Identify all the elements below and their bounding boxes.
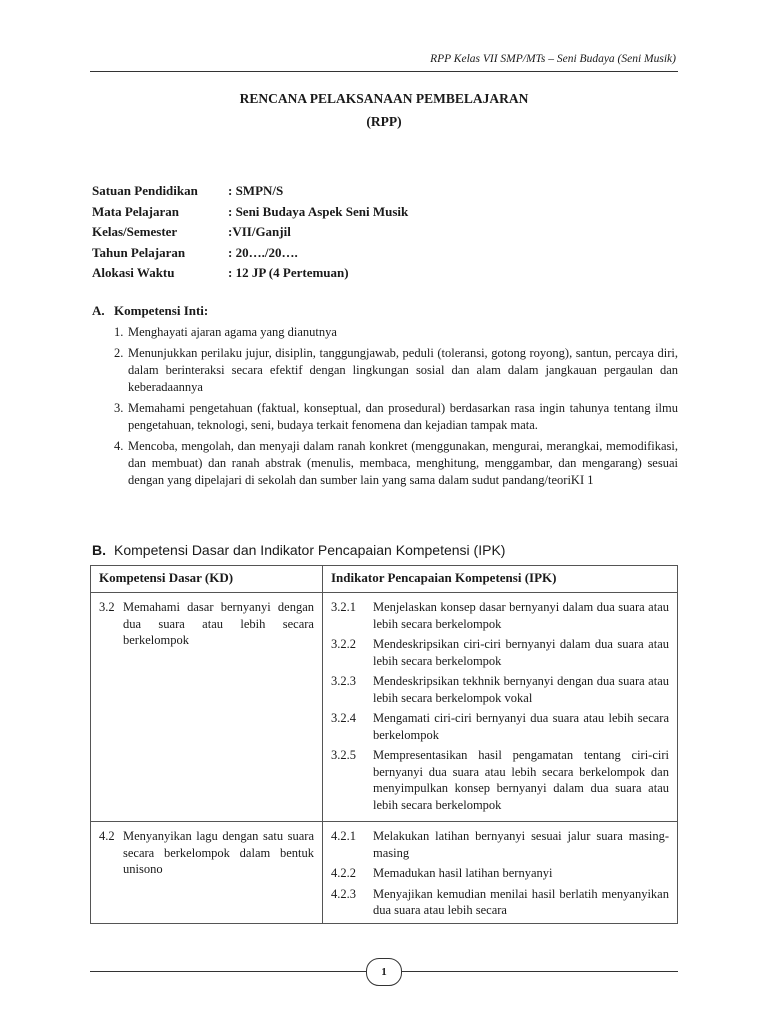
item-number: 2. <box>114 346 124 360</box>
section-title: Kompetensi Inti: <box>114 303 209 318</box>
ipk-text: Melakukan latihan bernyanyi sesuai jalur suara masing-masing <box>373 829 669 860</box>
identity-row <box>92 202 408 223</box>
ipk-text: Menyajikan kemudian menilai hasil berlatih menyanyikan dua suara atau lebih secara <box>373 886 669 917</box>
document-subtitle: (RPP) <box>366 114 402 129</box>
ipk-item <box>331 865 669 882</box>
ipk-number: 3.2.1 <box>331 600 356 614</box>
section-letter: B. <box>92 542 106 558</box>
identity-label: Kelas/Semester <box>92 224 178 239</box>
ipk-number: 3.2.4 <box>331 711 356 725</box>
identity-value: : Seni Budaya Aspek Seni Musik <box>228 203 409 219</box>
ipk-text: Mengamati ciri-ciri bernyanyi dua suara atau lebih secara berkelompok <box>373 711 669 742</box>
kd-number: 3.2 <box>99 600 115 614</box>
kd-ipk-table <box>90 565 678 924</box>
list-item <box>92 400 678 434</box>
ipk-number: 3.2.3 <box>331 674 356 688</box>
table-row <box>91 822 678 924</box>
item-text: Menghayati ajaran agama yang dianutnya <box>128 325 337 339</box>
section-kompetensi-dasar <box>92 542 678 558</box>
item-number: 4. <box>114 439 124 453</box>
ipk-number: 4.2.2 <box>331 866 356 880</box>
ipk-cell <box>323 593 678 822</box>
item-number: 1. <box>114 325 124 339</box>
identity-value: : 20…./20…. <box>228 244 298 260</box>
ipk-item <box>331 828 669 861</box>
ipk-item <box>331 673 669 706</box>
ipk-text: Mempresentasikan hasil pengamatan tentang ciri-ciri bernyanyi dua suara atau lebih secara berkelompok dan menyimpulkan konsep bernyanyi dalam dua suara atau lebih secara berkelompok <box>373 748 669 812</box>
ipk-text: Mendeskripsikan ciri-ciri bernyanyi dalam dua suara atau lebih secara berkelompok <box>373 637 669 668</box>
item-text: Menunjukkan perilaku jujur, disiplin, tanggungjawab, peduli (toleransi, gotong royong), santun, percaya diri, dalam berinteraksi secara efektif dengan lingkungan sosial dan alam dalam jangkauan pergaulan dan keberadaannya <box>128 346 678 394</box>
ipk-number: 4.2.1 <box>331 829 356 843</box>
kompetensi-inti-list <box>92 324 678 489</box>
table-header-row <box>91 566 678 593</box>
ipk-text: Memadukan hasil latihan bernyanyi <box>373 866 553 880</box>
item-number: 3. <box>114 401 124 415</box>
item-text: Mencoba, mengolah, dan menyaji dalam ranah konkret (menggunakan, mengurai, merangkai, memodifikasi, dan membuat) dan ranah abstrak (menulis, membaca, menghitung, menggambar, dan mengarang) sesuai dengan yang dipelajari di sekolah dan sumber lain yang sama dalam sudut pandang/teoriKI 1 <box>128 439 678 487</box>
identity-label: Satuan Pendidikan <box>92 183 198 198</box>
section-heading <box>92 303 678 319</box>
ipk-number: 3.2.5 <box>331 748 356 762</box>
identity-block <box>92 181 408 284</box>
identity-row <box>92 263 408 284</box>
ipk-item <box>331 599 669 632</box>
kd-item <box>99 599 314 649</box>
section-letter: A. <box>92 303 105 318</box>
table-row <box>91 593 678 822</box>
ipk-text: Menjelaskan konsep dasar bernyanyi dalam dua suara atau lebih secara berkelompok <box>373 600 669 631</box>
section-heading <box>92 542 678 558</box>
list-item <box>92 345 678 396</box>
identity-label: Mata Pelajaran <box>92 203 180 219</box>
column-header-ipk: Indikator Pencapaian Kompetensi (IPK) <box>323 566 678 593</box>
ipk-item <box>331 636 669 669</box>
kd-text: Memahami dasar bernyanyi dengan dua suara atau lebih secara berkelompok <box>123 600 314 647</box>
item-text: Memahami pengetahuan (faktual, konseptual, dan prosedural) berdasarkan rasa ingin tahunya tentang ilmu pengetahuan, teknologi, seni, budaya terkait fenomena dan kejadian tampak mata. <box>128 401 678 432</box>
ipk-item <box>331 747 669 813</box>
running-header: RPP Kelas VII SMP/MTs – Seni Budaya (Seni Musik) <box>430 53 676 65</box>
list-item <box>92 324 678 341</box>
ipk-item <box>331 710 669 743</box>
identity-label: Tahun Pelajaran <box>92 244 186 260</box>
ipk-item <box>331 886 669 919</box>
ipk-cell <box>323 822 678 924</box>
identity-value: :VII/Ganjil <box>228 224 291 239</box>
ipk-text: Mendeskripsikan tekhnik bernyanyi dengan dua suara atau lebih secara berkelompok vokal <box>373 674 669 705</box>
identity-label: Alokasi Waktu <box>92 265 175 280</box>
ipk-number: 4.2.3 <box>331 886 356 901</box>
section-title: Kompetensi Dasar dan Indikator Pencapaian Kompetensi (IPK) <box>114 542 506 558</box>
kd-number: 4.2 <box>99 829 115 843</box>
kd-item <box>99 828 314 878</box>
page-number-badge: 1 <box>366 958 402 986</box>
header-rule <box>90 71 678 72</box>
kd-cell <box>91 593 323 822</box>
identity-value: : 12 JP (4 Pertemuan) <box>228 265 349 280</box>
kd-text: Menyanyikan lagu dengan satu suara secara berkelompok dalam bentuk unisono <box>123 829 314 876</box>
list-item <box>92 438 678 489</box>
identity-value: : SMPN/S <box>228 183 284 198</box>
identity-row <box>92 222 408 243</box>
identity-row <box>92 243 408 264</box>
column-header-kd: Kompetensi Dasar (KD) <box>91 566 323 593</box>
kd-cell <box>91 822 323 924</box>
ipk-number: 3.2.2 <box>331 637 356 651</box>
identity-row <box>92 181 408 202</box>
document-title: RENCANA PELAKSANAAN PEMBELAJARAN <box>239 91 529 106</box>
section-kompetensi-inti <box>92 303 678 493</box>
